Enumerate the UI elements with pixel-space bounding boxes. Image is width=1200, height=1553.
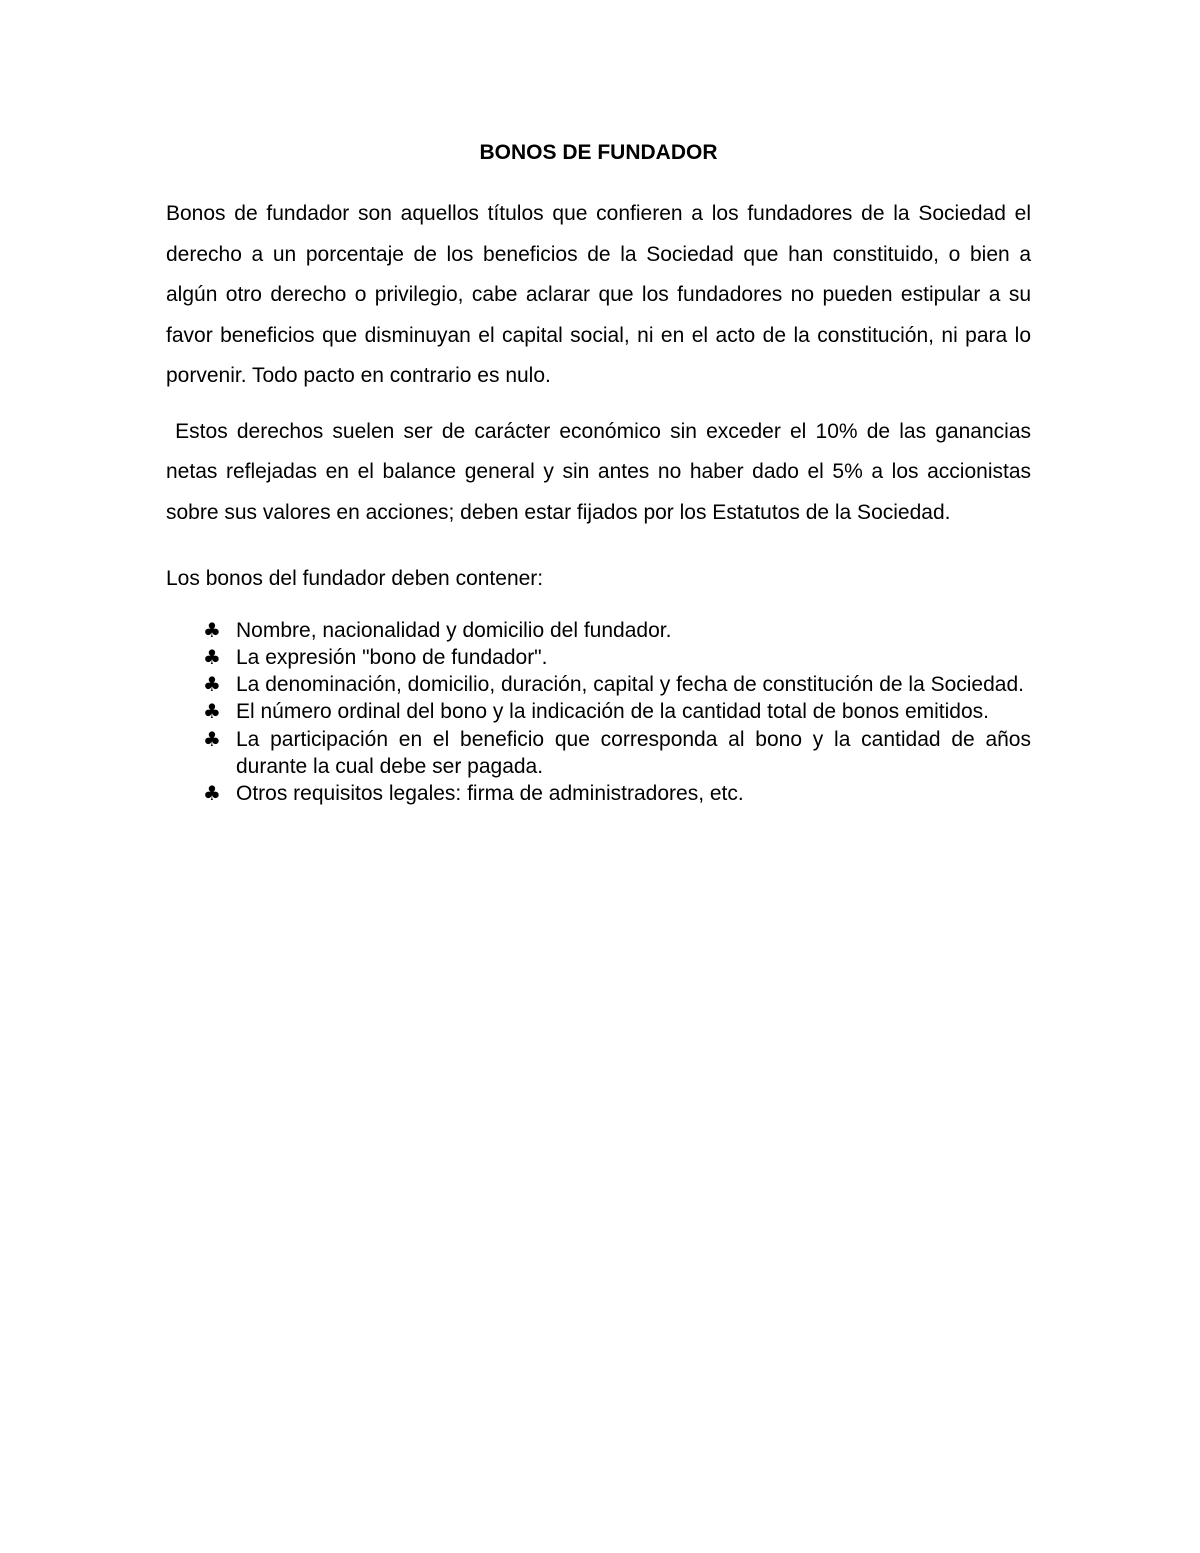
document-body (166, 138, 1031, 808)
list-item-text: El número ordinal del bono y la indicación de la cantidad total de bonos emitidos. (236, 700, 989, 724)
list-item-text: La expresión "bono de fundador". (236, 645, 548, 669)
list-item (203, 698, 1031, 725)
club-icon: ♣ (203, 672, 221, 697)
club-icon: ♣ (203, 781, 221, 806)
list-item (203, 617, 1031, 644)
club-icon: ♣ (203, 726, 221, 751)
document-title: BONOS DE FUNDADOR (479, 141, 718, 164)
list-item (203, 780, 1031, 807)
paragraph-definition: Bonos de fundador son aquellos títulos que confieren a los fundadores de la Sociedad el derecho a un porcentaje de los beneficios de la Sociedad que han constituido, o bien a algún otro derecho o privilegio, cabe aclarar que los fundadores no pueden estipular a su favor beneficios que disminuyan el capital social, ni en el acto de la constitución, ni para lo porvenir. Todo pacto en contrario es nulo. (166, 202, 1031, 387)
list-item (203, 726, 1031, 781)
club-icon: ♣ (203, 617, 221, 642)
list-item-text: La participación en el beneficio que corresponda al bono y la cantidad de años durante la cual debe ser pagada. (236, 727, 1031, 778)
list-item (203, 644, 1031, 671)
list-item-text: La denominación, domicilio, duración, capital y fecha de constitución de la Sociedad. (236, 673, 1024, 697)
list-item-text: Nombre, nacionalidad y domicilio del fundador. (236, 618, 672, 642)
club-icon: ♣ (203, 644, 221, 669)
list-item (203, 671, 1031, 698)
paragraph-economic-rights: Estos derechos suelen ser de carácter económico sin exceder el 10% de las ganancias netas reflejadas en el balance general y sin antes no haber dado el 5% a los accionistas sobre sus valores en acciones; deben estar fijados por los Estatutos de la Sociedad. (166, 419, 1031, 524)
club-icon: ♣ (203, 699, 221, 724)
requirements-list (166, 617, 1031, 808)
list-item-text: Otros requisitos legales: firma de administradores, etc. (236, 782, 744, 806)
paragraph-list-intro: Los bonos del fundador deben contener: (166, 567, 544, 590)
